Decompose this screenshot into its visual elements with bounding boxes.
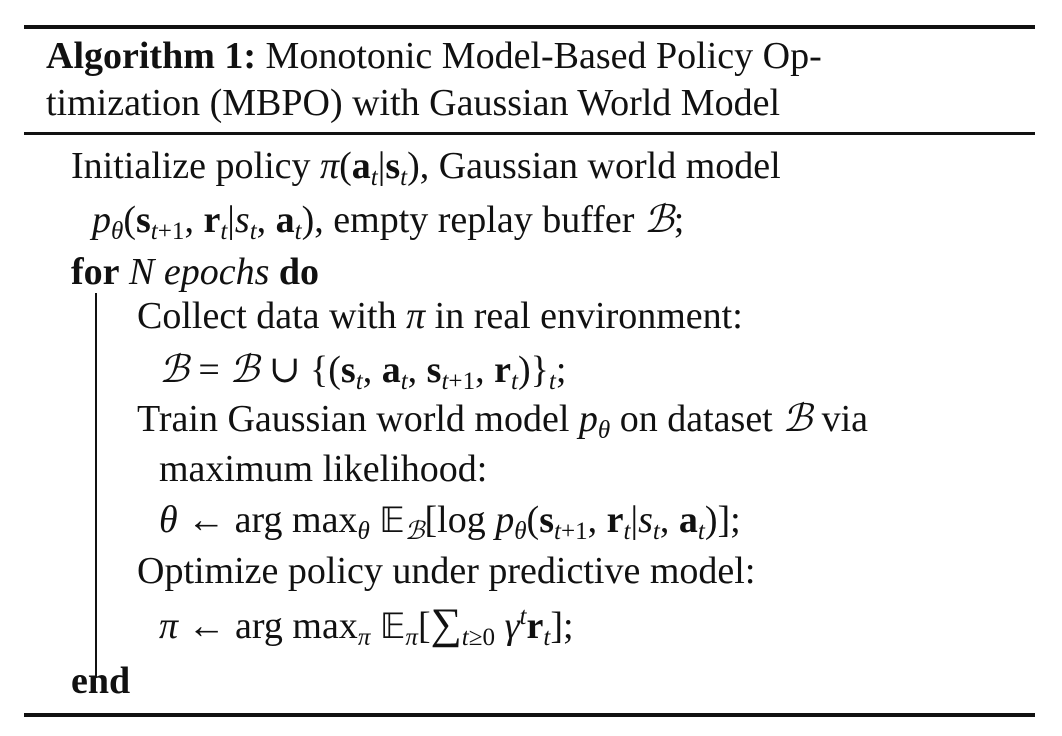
pi-symbol: π	[406, 295, 426, 337]
algorithm-box	[24, 25, 1035, 717]
init-text-b: , Gaussian world model	[419, 145, 781, 187]
train-line-2	[159, 447, 487, 491]
end-keyword: end	[71, 660, 131, 702]
for-keyword: for	[71, 251, 120, 293]
theta-update-line	[159, 498, 741, 546]
algorithm-title-line-2: timization (MBPO) with Gaussian World Model	[46, 82, 781, 124]
policy-update-math: π ← arg $\max_\pi$ $𝔼_\pi[\sum_{t\ge 0}$ $\gamma^tr_t$];	[159, 600, 574, 652]
policy-update-line	[159, 600, 574, 652]
train-text-a: Train Gaussian world model	[137, 398, 579, 440]
for-variable: N	[129, 251, 155, 293]
end-line	[71, 659, 130, 703]
world-model-math: $p_\theta(s_{t+1}$, $r_t|s_t$, $a_t$)	[92, 199, 315, 246]
init-line-1	[71, 144, 781, 192]
buffer-update-math: ℬ = ℬ ∪ {($s_t$, $a_t$, $s_{t+1}$, $r_t)\}_t$;	[159, 347, 567, 396]
train-line	[137, 396, 869, 445]
init-line-2	[92, 197, 685, 246]
algorithm-caption-line-1	[46, 34, 822, 78]
theta-update-math: θ ← arg $\max_\theta$ 𝔼$_ℬ$[log $p_\theta(s_{t+1}$, $r_t|s_t$, $a_t$)];	[159, 499, 741, 546]
buffer-update-line	[159, 347, 567, 396]
caption-rule	[24, 132, 1035, 135]
buffer-symbol: ℬ	[643, 197, 674, 241]
collect-line	[137, 294, 743, 338]
bottom-rule	[24, 713, 1035, 717]
train2-text: maximum likelihood:	[159, 448, 488, 490]
train-text-b: on dataset	[610, 398, 783, 440]
do-keyword: do	[278, 251, 320, 293]
optimize-text: Optimize policy under predictive model:	[137, 550, 756, 592]
dataset-symbol: ℬ	[782, 396, 813, 440]
init2-text-b: ;	[673, 199, 685, 241]
algorithm-caption-line-2	[46, 81, 780, 125]
top-rule	[24, 25, 1035, 29]
loop-bar	[95, 293, 97, 677]
algorithm-title-line-1: Monotonic Model-Based Policy Op-	[265, 35, 822, 77]
init-text-a: Initialize policy	[71, 145, 321, 187]
for-epochs: epochs	[163, 251, 270, 293]
policy-math: $\pi(a_t|s_t)$	[320, 145, 420, 192]
collect-text-b: in real environment:	[425, 295, 743, 337]
p-theta-math: $p_\theta$	[578, 398, 611, 445]
for-line	[71, 250, 319, 294]
optimize-line	[137, 549, 755, 593]
train-text-c: via	[812, 398, 869, 440]
init2-text-a: , empty replay buffer	[314, 199, 644, 241]
collect-text-a: Collect data with	[137, 295, 407, 337]
algorithm-label: Algorithm 1:	[46, 35, 257, 77]
